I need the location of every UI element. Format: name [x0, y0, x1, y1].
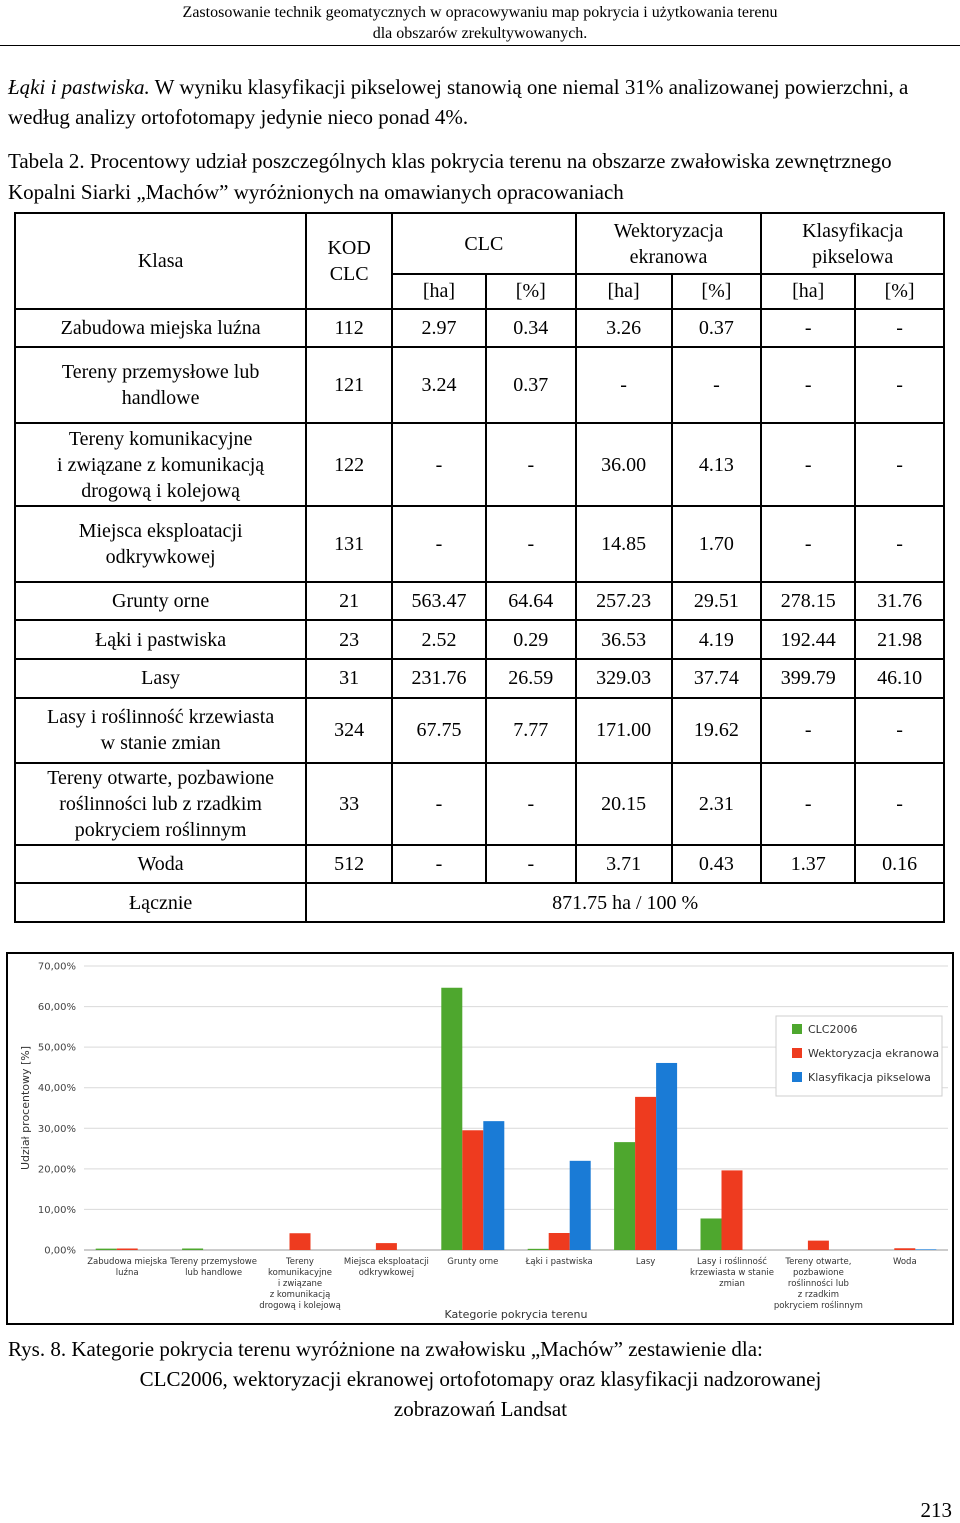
- figure-caption-line2: CLC2006, wektoryzacji ekranowej ortofotomapy oraz klasyfikacji nadzorowanej: [139, 1367, 822, 1391]
- x-category-label: Tereny otwarte,: [785, 1257, 852, 1267]
- x-category-label: drogową i kolejową: [259, 1301, 341, 1311]
- bar: [635, 1097, 656, 1250]
- x-category-label: luźna: [115, 1268, 139, 1278]
- row-value: 231.76: [392, 659, 486, 698]
- row-value: -: [855, 347, 944, 422]
- row-value: 37.74: [672, 659, 762, 698]
- class-name-line: Łąki i pastwiska: [95, 628, 227, 651]
- unit-ha: [ha]: [761, 274, 855, 309]
- row-value: 1.70: [672, 506, 762, 581]
- class-name-line: drogową i kolejową: [81, 479, 241, 502]
- legend-swatch: [792, 1072, 802, 1082]
- row-value: 19.62: [672, 698, 762, 763]
- row-value: -: [855, 506, 944, 581]
- row-class-name: [15, 347, 306, 422]
- table-row: [15, 845, 944, 884]
- class-name-line: pokryciem roślinnym: [74, 818, 247, 841]
- x-category-label: odkrywkowej: [358, 1268, 415, 1278]
- running-header-line2: dla obszarów zrekultywowanych.: [372, 25, 588, 42]
- row-value: -: [761, 698, 855, 763]
- x-category-label: lub handlowe: [185, 1268, 243, 1278]
- y-tick-label: 60,00%: [37, 1002, 76, 1014]
- bar: [915, 1249, 936, 1250]
- x-category-label: i związane: [277, 1279, 323, 1289]
- bar: [722, 1170, 743, 1250]
- x-category-label: roślinności lub: [787, 1279, 849, 1289]
- x-category-label: Grunty orne: [447, 1257, 499, 1267]
- unit-pct: [%]: [672, 274, 762, 309]
- row-value: 2.52: [392, 620, 486, 659]
- class-name-line: Woda: [137, 852, 184, 875]
- y-tick-label: 70,00%: [37, 961, 76, 973]
- x-category-label: Tereny: [286, 1257, 314, 1267]
- row-value: -: [761, 506, 855, 581]
- row-value: -: [855, 309, 944, 348]
- row-kod: 122: [306, 423, 392, 507]
- y-tick-label: 50,00%: [37, 1042, 76, 1054]
- row-value: -: [672, 347, 762, 422]
- row-value: 192.44: [761, 620, 855, 659]
- row-class-name: [15, 506, 306, 581]
- bar-chart-figure: [6, 952, 954, 1325]
- figure-caption-line3: zobrazowań Landsat: [393, 1397, 568, 1421]
- legend-label: Wektoryzacja ekranowa: [808, 1047, 940, 1060]
- row-value: 0.37: [672, 309, 762, 348]
- table-row: [15, 347, 944, 422]
- bar: [894, 1248, 915, 1250]
- row-value: 399.79: [761, 659, 855, 698]
- bar: [614, 1142, 635, 1250]
- legend-label: Klasyfikacja pikselowa: [808, 1071, 931, 1084]
- row-value: 46.10: [855, 659, 944, 698]
- bar: [808, 1241, 829, 1250]
- class-name-line: i związane z komunikacją: [57, 453, 265, 476]
- row-value: -: [486, 845, 576, 884]
- row-value: 21.98: [855, 620, 944, 659]
- row-value: 2.97: [392, 309, 486, 348]
- row-value: 20.15: [576, 763, 672, 844]
- row-kod: 33: [306, 763, 392, 844]
- x-category-label: Miejsca eksploatacji: [343, 1257, 429, 1267]
- x-category-label: z komunikacją: [269, 1290, 331, 1300]
- x-category-label: Łąki i pastwiska: [525, 1257, 593, 1267]
- y-tick-label: 20,00%: [37, 1164, 76, 1176]
- class-name-line: Miejsca eksploatacji: [78, 520, 243, 543]
- x-category-label: Lasy: [635, 1257, 656, 1267]
- row-value: -: [392, 423, 486, 507]
- total-label: Łącznie: [15, 883, 306, 922]
- unit-pct: [%]: [486, 274, 576, 309]
- bar: [549, 1233, 570, 1250]
- total-row: [15, 883, 944, 922]
- x-category-label: z rzadkim: [797, 1290, 840, 1300]
- class-name-line: Tereny komunikacyjne: [68, 427, 253, 450]
- row-value: 7.77: [486, 698, 576, 763]
- class-name-line: odkrywkowej: [105, 546, 216, 569]
- row-kod: 121: [306, 347, 392, 422]
- legend-swatch: [792, 1024, 802, 1034]
- bar: [182, 1248, 203, 1250]
- y-tick-label: 0,00%: [44, 1245, 76, 1257]
- header-kod-clc: KOD CLC: [306, 213, 392, 309]
- x-category-label: krzewiasta w stanie: [690, 1268, 774, 1278]
- row-value: -: [486, 506, 576, 581]
- x-category-label: Woda: [892, 1257, 917, 1267]
- row-value: -: [761, 347, 855, 422]
- bar: [656, 1063, 677, 1250]
- class-name-line: Grunty orne: [112, 590, 210, 613]
- unit-ha: [ha]: [576, 274, 672, 309]
- row-value: -: [392, 845, 486, 884]
- bar: [290, 1233, 311, 1250]
- row-value: 4.19: [672, 620, 762, 659]
- y-axis-label: Udział procentowy [%]: [19, 1045, 32, 1171]
- bar: [528, 1249, 549, 1250]
- bar: [570, 1161, 591, 1250]
- row-class-name: [15, 620, 306, 659]
- row-class-name: [15, 582, 306, 621]
- row-value: -: [855, 763, 944, 844]
- row-value: 14.85: [576, 506, 672, 581]
- unit-ha: [ha]: [392, 274, 486, 309]
- unit-pct: [%]: [855, 274, 944, 309]
- row-value: 257.23: [576, 582, 672, 621]
- row-value: -: [855, 423, 944, 507]
- row-kod: 112: [306, 309, 392, 348]
- class-name-line: Lasy i roślinność krzewiasta: [47, 706, 275, 729]
- row-value: -: [761, 763, 855, 844]
- class-name-line: handlowe: [121, 387, 200, 410]
- table-row: [15, 582, 944, 621]
- row-value: 3.24: [392, 347, 486, 422]
- row-value: -: [486, 423, 576, 507]
- figure-caption-line1: Rys. 8. Kategorie pokrycia terenu wyróżnione na zwałowisku „Machów” zestawienie dla:: [8, 1337, 763, 1361]
- y-tick-label: 40,00%: [37, 1083, 76, 1095]
- row-class-name: [15, 309, 306, 348]
- row-class-name: [15, 763, 306, 844]
- legend-swatch: [792, 1048, 802, 1058]
- row-kod: 21: [306, 582, 392, 621]
- row-value: 0.16: [855, 845, 944, 884]
- bar: [701, 1218, 722, 1250]
- row-value: 0.29: [486, 620, 576, 659]
- row-value: -: [761, 423, 855, 507]
- row-value: 1.37: [761, 845, 855, 884]
- figure-caption: [8, 1334, 953, 1424]
- row-value: -: [392, 763, 486, 844]
- x-category-label: pozbawione: [793, 1268, 844, 1278]
- row-value: 563.47: [392, 582, 486, 621]
- row-value: 67.75: [392, 698, 486, 763]
- table-caption: Tabela 2. Procentowy udział poszczególnych klas pokrycia terenu na obszarze zwałowiska zewnętrznego Kopalni Siarki „Machów” wyróżnionych na omawianych opracowaniach: [8, 149, 892, 204]
- bar: [483, 1121, 504, 1250]
- x-axis-label: Kategorie pokrycia terenu: [444, 1308, 588, 1321]
- x-category-label: Zabudowa miejska: [87, 1257, 168, 1267]
- running-header: [0, 2, 960, 44]
- paragraph-italic-lead: Łąki i pastwiska.: [8, 75, 150, 99]
- row-kod: 512: [306, 845, 392, 884]
- row-kod: 131: [306, 506, 392, 581]
- class-name-line: Tereny otwarte, pozbawione: [47, 766, 275, 789]
- row-value: -: [486, 763, 576, 844]
- x-category-label: Tereny przemysłowe: [170, 1257, 257, 1267]
- row-value: -: [576, 347, 672, 422]
- y-tick-label: 10,00%: [37, 1204, 76, 1216]
- table-row: [15, 506, 944, 581]
- land-cover-table: [14, 212, 945, 923]
- x-category-label: komunikacyjne: [268, 1268, 332, 1278]
- row-value: 0.43: [672, 845, 762, 884]
- row-value: 26.59: [486, 659, 576, 698]
- row-value: 329.03: [576, 659, 672, 698]
- row-class-name: [15, 423, 306, 507]
- class-name-line: Zabudowa miejska luźna: [60, 317, 261, 340]
- row-value: -: [761, 309, 855, 348]
- row-value: 4.13: [672, 423, 762, 507]
- row-value: -: [855, 698, 944, 763]
- table-row: [15, 620, 944, 659]
- row-class-name: [15, 659, 306, 698]
- header-clc: CLC: [392, 213, 576, 274]
- class-name-line: Tereny przemysłowe lub: [61, 361, 260, 384]
- paragraph-text: W wyniku klasyfikacji pikselowej stanowią one niemal 31% analizowanej powierzchni, a według analizy ortofotomapy jedynie nieco ponad 4%.: [8, 75, 909, 129]
- running-header-line1: Zastosowanie technik geomatycznych w opracowywaniu map pokrycia i użytkowania terenu: [182, 4, 778, 21]
- row-kod: 23: [306, 620, 392, 659]
- row-value: 0.34: [486, 309, 576, 348]
- table-row: [15, 309, 944, 348]
- page-number: 213: [920, 1498, 952, 1522]
- row-class-name: [15, 845, 306, 884]
- bar-chart: [8, 954, 952, 1323]
- row-value: 31.76: [855, 582, 944, 621]
- class-name-line: w stanie zmian: [100, 732, 221, 755]
- x-category-label: pokryciem roślinnym: [773, 1301, 863, 1311]
- row-value: 64.64: [486, 582, 576, 621]
- row-value: 36.53: [576, 620, 672, 659]
- bar: [376, 1243, 397, 1250]
- table-row: [15, 763, 944, 844]
- row-value: 29.51: [672, 582, 762, 621]
- bar: [462, 1130, 483, 1250]
- body-paragraph: [8, 72, 953, 132]
- row-kod: 324: [306, 698, 392, 763]
- row-value: 278.15: [761, 582, 855, 621]
- legend-label: CLC2006: [808, 1023, 858, 1036]
- bar: [441, 988, 462, 1250]
- header-divider: [0, 45, 960, 46]
- row-kod: 31: [306, 659, 392, 698]
- row-value: 171.00: [576, 698, 672, 763]
- header-wektoryzacja: Wektoryzacja ekranowa: [576, 213, 762, 274]
- bar: [117, 1248, 138, 1250]
- x-category-label: zmian: [719, 1279, 745, 1289]
- x-category-label: Lasy i roślinność: [697, 1257, 767, 1267]
- table-row: [15, 659, 944, 698]
- y-tick-label: 30,00%: [37, 1123, 76, 1135]
- row-value: 2.31: [672, 763, 762, 844]
- header-klasa: Klasa: [15, 213, 306, 309]
- row-class-name: [15, 698, 306, 763]
- header-klasyfikacja: Klasyfikacja pikselowa: [761, 213, 944, 274]
- total-value: 871.75 ha / 100 %: [306, 883, 944, 922]
- table-row: [15, 698, 944, 763]
- row-value: 0.37: [486, 347, 576, 422]
- class-name-line: Lasy: [141, 667, 181, 690]
- class-name-line: roślinności lub z rzadkim: [59, 792, 262, 815]
- row-value: 3.71: [576, 845, 672, 884]
- row-value: -: [392, 506, 486, 581]
- row-value: 3.26: [576, 309, 672, 348]
- table-row: [15, 423, 944, 507]
- bar: [96, 1249, 117, 1250]
- row-value: 36.00: [576, 423, 672, 507]
